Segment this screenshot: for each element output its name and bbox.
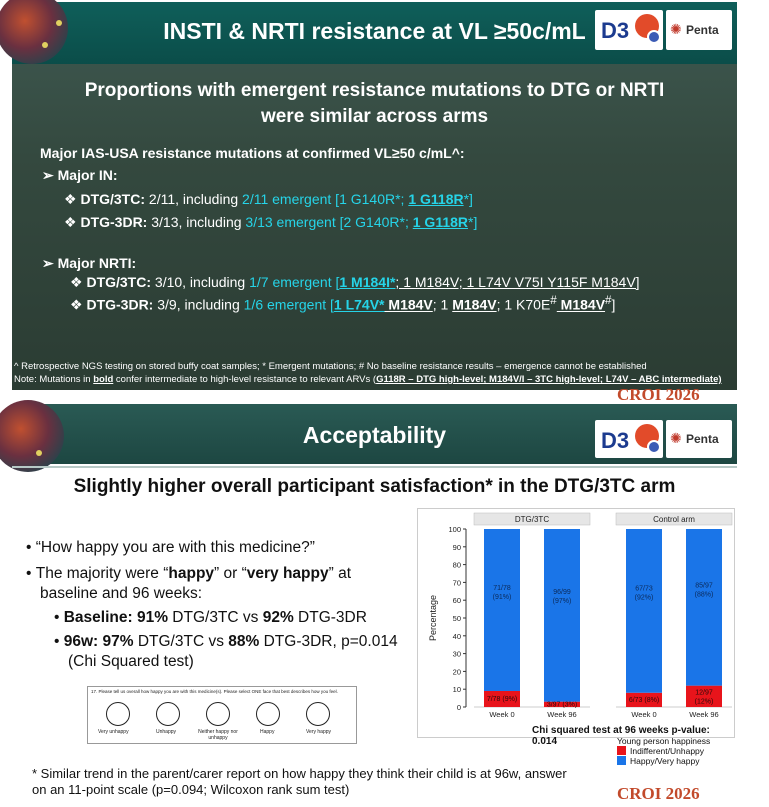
panel-title: Control arm <box>653 515 695 524</box>
penta-star-icon: ✺ <box>670 21 682 37</box>
y-tick-label: 70 <box>452 578 461 588</box>
bar-segment <box>686 529 722 686</box>
x-tick-label: Week 96 <box>689 710 719 719</box>
penta-star-icon: ✺ <box>670 430 682 446</box>
penta-logo <box>666 420 732 458</box>
diamond-bullet-icon: ❖ <box>70 274 87 290</box>
title-bar <box>12 2 737 64</box>
very-happy-face-icon <box>306 702 330 726</box>
slide-subtitle-line1: Proportions with emergent resistance mutations to DTG or NRTI <box>84 80 665 101</box>
bar-segment <box>626 529 662 693</box>
d3-logo-circle-icon <box>647 440 661 454</box>
footnote-1: ^ Retrospective NGS testing on stored buffy coat samples; * Emergent mutations; # No baseline resistance results – emergence cannot be established <box>14 361 647 372</box>
y-axis-label: Percentage <box>428 594 438 642</box>
questionnaire-text: 17. Please tell us overall how happy you are with this medicine(s). Please select ONE face that best describes how you feel. <box>91 689 338 694</box>
virus-spike-icon <box>36 450 42 456</box>
bullet-96w: • 96w: 97% DTG/3TC vs 88% DTG-3DR, p=0.014 <box>54 633 398 650</box>
legend-swatch <box>617 746 626 755</box>
penta-logo <box>666 10 732 50</box>
title-bar <box>12 404 737 464</box>
diamond-bullet-icon: ❖ <box>64 191 81 207</box>
unhappy-face-icon <box>156 702 180 726</box>
y-tick-label: 100 <box>448 525 461 534</box>
bullet-majority: • The majority were “happy” or “very happy” at <box>26 565 352 582</box>
bar-data-label: 67/73 <box>635 585 653 593</box>
bullet-baseline: • Baseline: 91% DTG/3TC vs 92% DTG-3DR <box>54 609 367 626</box>
major-nrti-label: ➢ Major NRTI: <box>42 255 137 271</box>
diamond-bullet-icon: ❖ <box>64 214 81 230</box>
title-divider <box>12 466 737 468</box>
arrow-bullet-icon: ➢ <box>42 167 58 183</box>
croi-logo: CROI 2026 <box>617 784 700 803</box>
chi-squared-note: Chi squared test at 96 weeks p-value: 0.014 <box>532 725 710 747</box>
major-nrti-row-dtg3tc: ❖ DTG/3TC: 3/10, including 1/7 emergent [1 M184I*; 1 M184V; 1 L74V V75I Y115F M184V] <box>70 274 640 290</box>
footnote-line: * Similar trend in the parent/carer report on how happy they think their child is at 96w, answer <box>32 766 567 781</box>
panel-title: DTG/3TC <box>514 515 550 524</box>
legend-item-unhappy: Indifferent/Unhappy <box>617 746 735 756</box>
bar-segment <box>484 529 520 691</box>
arrow-bullet-icon: ➢ <box>42 255 58 271</box>
bar-data-label: (97%) <box>552 598 572 606</box>
bullet-question: • “How happy you are with this medicine?” <box>26 539 315 556</box>
face-label: Happy <box>260 729 275 735</box>
happy-face-icon <box>256 702 280 726</box>
penta-logo-text: Penta <box>686 23 719 37</box>
slide-title: INSTI & NRTI resistance at VL ≥50c/mL <box>163 18 586 44</box>
face-label: Very happy <box>306 729 332 735</box>
slide-subtitle: Slightly higher overall participant satisfaction* in the DTG/3TC arm <box>73 476 676 497</box>
bar-data-label: (92%) <box>634 594 654 602</box>
bullet-majority-line2: baseline and 96 weeks: <box>40 585 203 602</box>
x-tick-label: Week 0 <box>631 710 657 719</box>
slide-resistance <box>12 2 737 404</box>
bar-segment <box>544 529 580 702</box>
y-tick-label: 80 <box>452 560 461 570</box>
chart-legend <box>617 736 735 778</box>
footnote-2: Note: Mutations in bold confer intermediate to high-level resistance to relevant ARVs (G118R – DTG high-level; M184V/I – 3TC high-level; L74V – ABC intermediate) <box>14 374 722 385</box>
y-tick-label: 40 <box>452 631 461 641</box>
d3-logo <box>595 10 663 50</box>
x-tick-label: Week 96 <box>547 710 577 719</box>
y-tick-label: 0 <box>456 703 461 712</box>
bullet-96w-line2: (Chi Squared test) <box>68 653 194 670</box>
penta-logo-text: Penta <box>686 432 719 446</box>
y-tick-label: 90 <box>452 542 461 552</box>
legend-title: Young person happiness <box>617 736 711 746</box>
major-in-label: ➢ Major IN: <box>42 167 118 183</box>
slide-acceptability <box>12 404 737 805</box>
very-unhappy-face-icon <box>106 702 130 726</box>
y-tick-label: 20 <box>452 667 461 677</box>
major-in-row-dtg3dr: ❖ DTG-3DR: 3/13, including 3/13 emergent [2 G140R*; 1 G118R*] <box>64 214 478 230</box>
croi-logo: CROI 2026 <box>617 385 700 404</box>
bar-data-label: (91%) <box>492 593 512 601</box>
face-label: Very unhappy <box>98 729 129 735</box>
bar-data-label: (88%) <box>694 591 714 599</box>
happiness-chart <box>417 508 735 738</box>
major-in-row-dtg3tc: ❖ DTG/3TC: 2/11, including 2/11 emergent [1 G140R*; 1 G118R*] <box>64 191 473 207</box>
bar-data-label: 85/97 <box>695 582 713 590</box>
d3-logo-circle-icon <box>647 30 661 44</box>
d3-logo-text: D3 <box>601 18 630 43</box>
happiness-questionnaire <box>87 686 357 744</box>
footnote-line: on an 11-point scale (p=0.094; Wilcoxon rank sum test) <box>32 782 350 797</box>
bar-data-label: 3/97 (3%) <box>546 701 578 709</box>
diamond-bullet-icon: ❖ <box>70 296 87 313</box>
bar-data-label: 12/97 <box>695 689 713 697</box>
major-nrti-row-dtg3dr: ❖ DTG-3DR: 3/9, including 1/6 emergent [1 L74V* M184V; 1 M184V; 1 K70E# M184V#] <box>70 294 616 313</box>
face-label: Unhappy <box>156 729 177 735</box>
y-tick-label: 50 <box>452 614 461 623</box>
d3-logo <box>595 420 663 458</box>
bar-data-label: (12%) <box>694 698 714 706</box>
face-label: Neither happy nor unhappy <box>198 729 238 741</box>
bar-data-label: 96/99 <box>553 589 571 597</box>
parent-report-footnote <box>32 766 612 798</box>
neutral-face-icon <box>206 702 230 726</box>
bar-data-label: 7/78 (9%) <box>486 695 518 703</box>
happiness-chart-svg <box>418 509 736 739</box>
y-tick-label: 60 <box>452 596 461 606</box>
bar-data-label: 6/73 (8%) <box>628 696 660 704</box>
bar-data-label: 71/78 <box>493 584 511 592</box>
legend-item-happy: Happy/Very happy <box>617 756 735 766</box>
legend-swatch <box>617 756 626 765</box>
x-tick-label: Week 0 <box>489 710 515 719</box>
d3-logo-text: D3 <box>601 428 630 453</box>
slide-title: Acceptability <box>302 422 447 448</box>
resistance-heading: Major IAS-USA resistance mutations at confirmed VL≥50 c/mL^: <box>40 145 465 161</box>
y-tick-label: 10 <box>452 685 461 695</box>
y-tick-label: 30 <box>452 649 461 659</box>
slide-subtitle-line2: were similar across arms <box>260 106 489 127</box>
